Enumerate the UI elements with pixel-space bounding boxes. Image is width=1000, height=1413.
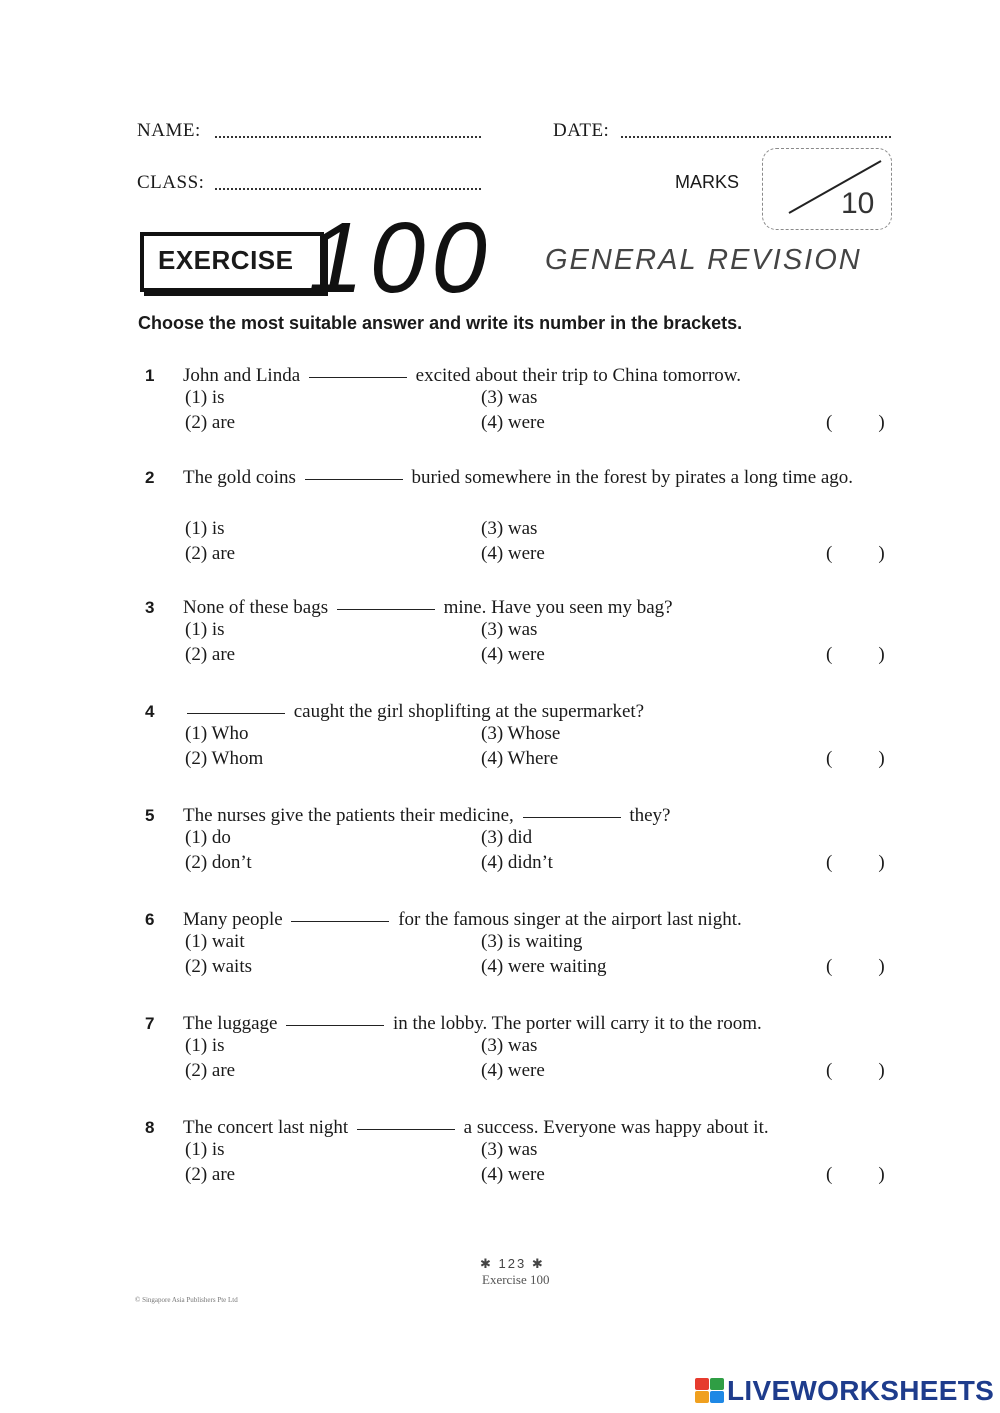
option-2: (2) are <box>185 644 236 665</box>
page-number-star-right: ✱ <box>526 1256 545 1271</box>
option-1: (1) is <box>185 1035 225 1056</box>
option-4: (4) were waiting <box>481 956 607 977</box>
answer-blank <box>187 713 285 714</box>
question-stem <box>183 464 898 491</box>
question-text-before: Many people <box>183 909 283 930</box>
class-input-line[interactable] <box>215 188 481 190</box>
question-number: 4 <box>145 702 155 721</box>
question-text-after: in the lobby. The porter will carry it to the room. <box>392 1013 762 1034</box>
question-stem <box>183 362 898 389</box>
question-text-after: for the famous singer at the airport last night. <box>398 909 742 930</box>
marks-total: 10 <box>841 187 875 220</box>
question-text-after: a success. Everyone was happy about it. <box>463 1117 769 1138</box>
question-text-before: None of these bags <box>183 597 329 618</box>
option-1: (1) is <box>185 619 225 640</box>
question-text-after: they? <box>629 805 671 826</box>
bracket-close: ) <box>878 412 885 433</box>
question-stem <box>183 1114 898 1141</box>
option-1: (1) is <box>185 518 225 539</box>
question-stem <box>183 802 898 829</box>
answer-bracket[interactable] <box>826 852 896 874</box>
bracket-close: ) <box>878 644 885 665</box>
answer-bracket[interactable] <box>826 748 896 770</box>
option-2: (2) are <box>185 412 236 433</box>
question-text-after: buried somewhere in the forest by pirates a long time ago. <box>411 467 854 488</box>
bracket-open: ( <box>826 956 833 977</box>
option-2: (2) are <box>185 1060 236 1081</box>
option-4: (4) Where <box>481 748 559 769</box>
bracket-close: ) <box>878 956 885 977</box>
bracket-close: ) <box>878 1060 885 1081</box>
bracket-close: ) <box>878 543 885 564</box>
bracket-open: ( <box>826 412 833 433</box>
date-label: DATE: <box>553 120 610 141</box>
marks-box[interactable] <box>762 148 892 230</box>
footer-exercise: Exercise 100 <box>482 1272 550 1287</box>
option-2: (2) are <box>185 1164 236 1185</box>
option-3: (3) Whose <box>481 723 561 744</box>
option-1: (1) do <box>185 827 231 848</box>
answer-bracket[interactable] <box>826 412 896 434</box>
answer-blank <box>286 1025 384 1026</box>
option-1: (1) is <box>185 1139 225 1160</box>
option-2: (2) Whom <box>185 748 264 769</box>
bracket-open: ( <box>826 852 833 873</box>
exercise-badge <box>140 232 324 292</box>
bracket-open: ( <box>826 1164 833 1185</box>
option-1: (1) is <box>185 387 225 408</box>
question-text-after: caught the girl shoplifting at the supermarket? <box>293 701 645 722</box>
bracket-open: ( <box>826 543 833 564</box>
question-number: 7 <box>145 1014 155 1033</box>
option-3: (3) was <box>481 619 538 640</box>
page-number-value: 123 <box>498 1256 527 1271</box>
instruction-text: Choose the most suitable answer and write its number in the brackets. <box>138 313 743 333</box>
bracket-close: ) <box>878 852 885 873</box>
answer-blank <box>309 377 407 378</box>
option-3: (3) was <box>481 518 538 539</box>
answer-blank <box>523 817 621 818</box>
date-input-line[interactable] <box>621 136 891 138</box>
option-2: (2) waits <box>185 956 253 977</box>
copyright-text: © Singapore Asia Publishers Pte Ltd <box>135 1296 238 1304</box>
question-stem <box>183 698 898 725</box>
option-1: (1) wait <box>185 931 245 952</box>
section-title: GENERAL REVISION <box>545 244 862 276</box>
exercise-label: EXERCISE <box>158 245 294 275</box>
bracket-open: ( <box>826 644 833 665</box>
question-text-before: The concert last night <box>183 1117 349 1138</box>
name-label: NAME: <box>137 120 201 141</box>
name-input-line[interactable] <box>215 136 481 138</box>
option-3: (3) is waiting <box>481 931 583 952</box>
question-number: 5 <box>145 806 155 825</box>
answer-bracket[interactable] <box>826 644 896 666</box>
answer-bracket[interactable] <box>826 543 896 565</box>
option-2: (2) are <box>185 543 236 564</box>
bracket-open: ( <box>826 1060 833 1081</box>
question-number: 8 <box>145 1118 155 1137</box>
option-4: (4) were <box>481 1164 545 1185</box>
question-stem <box>183 906 898 933</box>
answer-bracket[interactable] <box>826 956 896 978</box>
bracket-close: ) <box>878 1164 885 1185</box>
question-text-before: The gold coins <box>183 467 296 488</box>
answer-blank <box>337 609 435 610</box>
option-2: (2) don’t <box>185 852 252 873</box>
answer-blank <box>305 479 403 480</box>
question-number: 2 <box>145 468 155 487</box>
answer-bracket[interactable] <box>826 1060 896 1082</box>
question-number: 6 <box>145 910 155 929</box>
question-stem <box>183 594 898 621</box>
marks-label: MARKS <box>675 172 740 192</box>
option-3: (3) was <box>481 1139 538 1160</box>
option-4: (4) didn’t <box>481 852 553 873</box>
option-4: (4) were <box>481 1060 545 1081</box>
option-4: (4) were <box>481 543 545 564</box>
page-number-star-left: ✱ <box>480 1256 499 1271</box>
option-4: (4) were <box>481 644 545 665</box>
class-label: CLASS: <box>137 172 205 193</box>
question-text-before: John and Linda <box>183 365 301 386</box>
question-text-before: The nurses give the patients their medicine, <box>183 805 514 826</box>
question-number: 3 <box>145 598 155 617</box>
page-number <box>480 1256 545 1272</box>
question-number: 1 <box>145 366 155 385</box>
option-3: (3) was <box>481 1035 538 1056</box>
liveworksheets-brand[interactable]: LIVEWORKSHEETS <box>727 1375 995 1406</box>
exercise-number: 100 <box>308 202 493 314</box>
option-3: (3) did <box>481 827 533 848</box>
bracket-close: ) <box>878 748 885 769</box>
liveworksheets-logo-icon <box>695 1378 725 1404</box>
option-1: (1) Who <box>185 723 249 744</box>
answer-blank <box>291 921 389 922</box>
answer-blank <box>357 1129 455 1130</box>
option-4: (4) were <box>481 412 545 433</box>
question-text-after: mine. Have you seen my bag? <box>443 597 673 618</box>
option-3: (3) was <box>481 387 538 408</box>
question-text-after: excited about their trip to China tomorrow. <box>415 365 742 386</box>
question-stem <box>183 1010 898 1037</box>
question-text-before: The luggage <box>183 1013 278 1034</box>
bracket-open: ( <box>826 748 833 769</box>
answer-bracket[interactable] <box>826 1164 896 1186</box>
